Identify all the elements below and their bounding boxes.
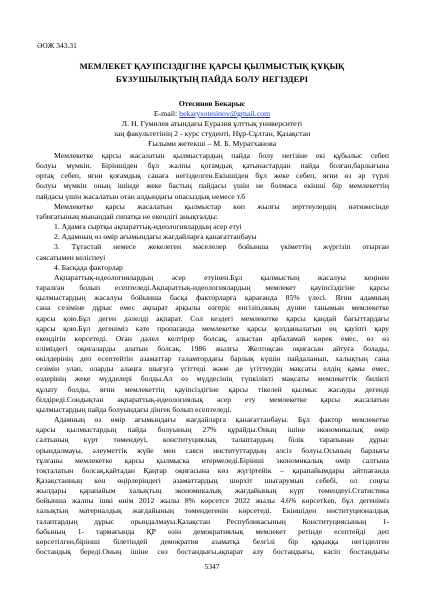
body-line: сана сезіміне дұрыс емес ақпарат арқылы өзгеріс енгізіп,оның дүние танымын мемлекетке: [36, 303, 389, 313]
udc-code: ӘОЖ 343.31: [37, 41, 77, 50]
body-line: 1. Адамға сыртқы ақпараттық-идеологиялардың әсер етуі: [54, 222, 242, 232]
body-line: табиғатының мынандай сипатқа не екендігі анықталды:: [36, 211, 218, 221]
body-line: қылмыстардың жасалуы бойынша басқа факторларға қарағанда 85% үлесі. Яғни адамның: [36, 293, 389, 303]
body-line: Қазақстанның кен өңірлеріндегі азаматтардың шөрхіт шығарумын себебі, ол соңғы: [36, 476, 389, 485]
body-text: [36, 151, 389, 557]
email-label: E-mail:: [153, 109, 180, 118]
affiliation-line-2: заң факультетінің 2 - курс студенті, Нұр-Сұлтан, Қазақстан: [113, 129, 311, 138]
author-block: [35, 99, 389, 149]
body-line: қылмыстардың пайда болуындағы дінгек болып есептеледі.: [36, 404, 232, 414]
body-line: саясатымен келіспеуі: [36, 252, 106, 262]
body-line: орындалмауы, әлеуметтік жүйе мен саяси институттардың әлсіз болуы.Осының барлығы: [36, 445, 389, 455]
author-name: Отесинов Бекарыс: [178, 99, 246, 108]
body-line: құлату болды, яғни мемлекеттің қауіпсіздігіне қарсы тікелей қылмыс жасауды дегенді: [36, 384, 389, 394]
body-line: қарсы қою.Бұл деген дәлелді ақпарат. Сол кездегі мемлекетке қарсы қандай бағыттардағы: [36, 313, 389, 323]
body-line: көрсетілген,бірінші білетіндей демократия азаматқа белгілі бір құқыққа негізделген: [36, 536, 389, 546]
body-line: өздерінің жеке мүдделері болды.Ал өз мүддесінің түпкілікті мақсаты мемлекеттік билікті: [36, 374, 389, 384]
body-line: Ақпараттық-идеологиялардың әсер етуінен.Бұл қылмыстың жасалуы кеңінен: [54, 272, 389, 282]
body-line: 2. Адамның өз өмір ағымындағы жағдайларға қанағаттанбауы: [54, 232, 257, 242]
body-line: таралған болып есептеледі.Ақпараттық-идеологиялардың мемлекет қауіпсіздігіне қарсы: [36, 283, 389, 293]
body-line: ортақ себеп, яғни қоғамдық санаға негізделген.Екіншіден бұл жеке себеп, яғни өз әр түрлі: [36, 171, 389, 181]
author-email-line: [35, 109, 389, 119]
body-line: бостандық береді.Оның ішіне сөз бостандығы,ақпарат алу бостандығы, кәсіп бостандығы: [36, 547, 389, 557]
body-line: қарсы қою.Бұл дегеніміз кәте пропаганда мемлекетке қарсы қолданылатын ең қауіпті қару: [36, 323, 389, 333]
supervisor-line: Ғылыми жетекші – М. Б. Муратханова: [147, 139, 277, 148]
body-line: пайдасы үшін жасалатын отан алдындағы опасыздық немесе т.б: [36, 191, 246, 201]
body-line: Мемлекетке қарсы жасалатын қылмыстар көп жылғы зерттеулердің нәтижесінде: [54, 201, 389, 211]
paper-title: [35, 60, 389, 86]
body-line: бабының 1- тармағында ҚР өзін демократиялық мемлекет ретінде есептейді деп: [36, 526, 389, 536]
body-line: болуы мүмкін. Біріншіден бұл жалпы қоғамдық қатынастардан пайда болған,барлығына: [36, 161, 389, 171]
body-line: салтының күрт төмендеуі, конституциялық талаптардың білік тарапынан дұрыс: [36, 435, 389, 445]
body-line: болуы мүмкін оның ішінде жеке бастың пайдасы үшін не болмаса екінші бір мемлекеттің: [36, 181, 389, 191]
body-line: сезімін улап, оларды алаңға шығуға үгіттеді және де үгіттеудің мақсаты елдің қамы емес,: [36, 364, 389, 374]
body-line: жылдары қарапайым халықтың экономикалық жағдайының күрт төмендеуі.Статистика: [36, 486, 389, 496]
title-line-2: БҰЗУШЫЛЫҚТЫҢ ПАЙДА БОЛУ НЕГІЗДЕРІ: [115, 74, 309, 84]
body-line: тұлғаны мемлекетке қарсы қылмыска итермеледі.Бірінші экономикалық өмір салтына: [36, 455, 389, 465]
author-email-link[interactable]: bekarysotesinov@gmail.com: [179, 109, 271, 118]
page-number: 5347: [204, 562, 220, 571]
body-line: бойынша жалпы ішкі өнім 2012 жылы 8% көрсетсе 2022 жылы 4.6% көрсетken, бұл дегеніміз: [36, 496, 389, 506]
body-line: халықтың материалдық жағдайының төмендегенін көрсетеді. Екіншіден институционалдық: [36, 506, 389, 516]
body-line: екендігін көрсетеді. Оған дәлел келтірер болсақ, алыстан арбаламай көрек емес, өз өз: [36, 333, 389, 343]
body-line: талаптардың дұрыс орындалмауы.Қазақстан Республикасының Конституциясының 1-: [36, 516, 389, 526]
body-line: 3. Тұтастай немесе жекелеген мәселелер бойынша үкіметтің жүргізіп отырған: [54, 242, 389, 252]
body-line: Мемлекетке қарсы жасалатын қылмыстардың пайда болу негізіне екі құбылыс себеп: [54, 151, 389, 160]
body-line: өкілдерінің деп есептейтін азаматтар ғаламтордағы барлық күшін пайдаланып, халықтың сана: [36, 354, 389, 364]
body-line: Адамның өз өмір ағымындағы жағдайларға қанағаттанбауы. Бұл фактор мемлекетке: [54, 415, 389, 425]
body-line: білдіреді.Сондықтан ақпараттық-идеологиялық әсер ету мемлекетке қарсы жасалатын: [36, 394, 389, 404]
body-line: тоқталатын болсақ,қайтадан Қаңтар оқиғасына көз жүгіртейік – қарапайымдары айтпағанда: [36, 465, 389, 475]
body-line: 4. Басқада факторлар: [54, 262, 123, 272]
title-line-1: МЕМЛЕКЕТ ҚАУІПСІЗДІГІНЕ ҚАРСЫ ҚЫЛМЫСТЫҚ ҚҰҚЫҚ: [79, 61, 345, 71]
affiliation-line-1: Л. Н. Гумилев атындағы Еуразия ұлттық университеті: [121, 119, 303, 128]
body-line: қарсы қылмыстардың пайда болуының 27% құрайды.Оның ішіне экономикалық өмір: [36, 425, 389, 435]
body-line: еліміздегі оқиғаларды алатын болсақ. 1986 жылғы Желтоқсан оқиғасын айтуға болады,: [36, 343, 389, 353]
